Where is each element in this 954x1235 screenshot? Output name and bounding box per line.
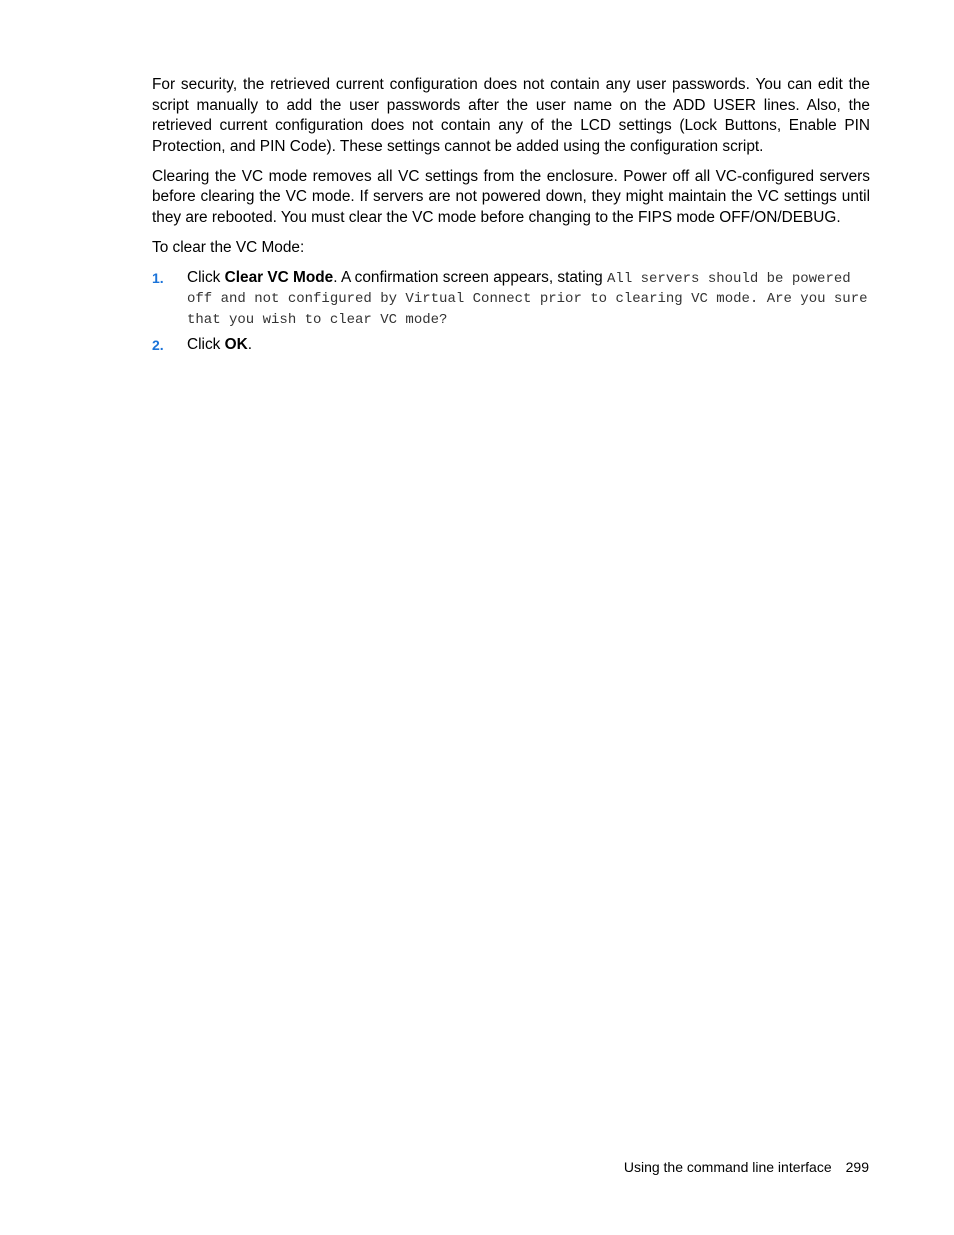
page-footer [624,1157,869,1177]
confirmation-message-code: All servers should be powered off and not configured by Virtual Connect prior to clearing VC mode. Are you sure that you wish to clear VC mode? [187,270,868,328]
step-1-middle: . A confirmation screen appears, stating [333,268,608,286]
procedure-steps [152,268,870,356]
page-number: 299 [845,1159,869,1175]
step-2 [152,335,870,356]
document-body [152,75,870,362]
step-2-prefix: Click [187,336,225,353]
clear-vc-mode-label: Clear VC Mode [224,268,334,286]
step-1-number: 1. [152,269,164,286]
footer-section-title: Using the command line interface [623,1159,832,1175]
step-2-number: 2. [152,337,164,353]
security-paragraph: For security, the retrieved current configuration does not contain any user passwords. You can edit the script manually to add the user passwords after the user name on the ADD USER lines. Also, the retrieved current configuration does not contain any of the LCD settings (Lock Buttons, Enable PIN Protection, and PIN Code). These settings cannot be added using the configuration script. [152,76,870,155]
step-1 [152,268,870,330]
step-2-text [187,335,870,356]
step-1-prefix: Click [187,268,225,286]
step-1-text [187,268,870,330]
procedure-intro: To clear the VC Mode: [152,238,305,256]
step-2-suffix: . [247,336,252,353]
clear-vc-mode-paragraph: Clearing the VC mode removes all VC settings from the enclosure. Power off all VC-configured servers before clearing the VC mode. If servers are not powered down, they might maintain the VC settings until they are rebooted. You must clear the VC mode before changing to the FIPS mode OFF/ON/DEBUG. [152,167,870,226]
ok-label: OK [224,336,248,353]
